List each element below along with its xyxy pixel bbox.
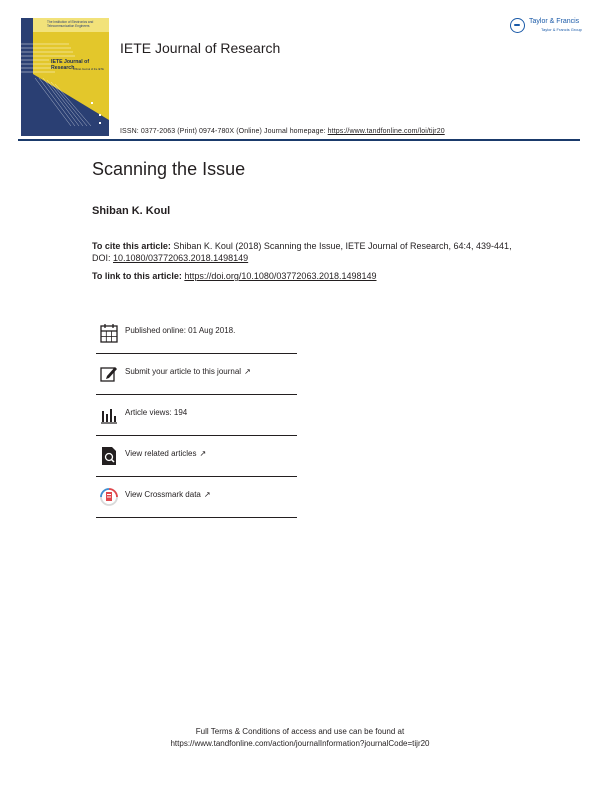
external-link-icon: ↗ [199,449,207,458]
submit-article-text: Submit your article to this journal [125,367,242,376]
crossmark-row[interactable] [96,477,297,518]
submit-article-row[interactable] [96,354,297,395]
issn-line [120,128,445,135]
cover-publisher-line1: The Institution of Electronics and [47,20,94,24]
external-link-icon: ↗ [203,490,211,499]
journal-cover-image[interactable] [21,18,109,136]
bar-chart-icon [100,405,118,425]
article-link[interactable]: https://doi.org/10.1080/03772063.2018.1498149 [184,271,377,281]
related-articles-row[interactable] [96,436,297,477]
published-online-row [96,313,297,354]
crossmark-icon [100,487,118,507]
header-divider [18,139,580,141]
published-online-text: Published online: 01 Aug 2018. [125,326,236,335]
search-document-icon [100,446,118,466]
article-views-text: Article views: 194 [125,408,188,417]
related-articles-text: View related articles [125,449,197,458]
cover-title: IETE Journal of Research [51,59,90,71]
calendar-icon [100,323,118,343]
footer [0,726,600,750]
footer-line1: Full Terms & Conditions of access and use can be found at [195,727,405,736]
link-label: To link to this article: [92,271,185,281]
cite-text: Shiban K. Koul (2018) Scanning the Issue, IETE Journal of Research, 64:4, 439-441, DOI: [92,241,512,263]
cover-stripes-graphic [21,18,109,136]
cover-publisher-line2: Telecommunication Engineers [47,24,90,28]
taylor-francis-logo-icon [510,18,525,33]
doi-link[interactable]: 10.1080/03772063.2018.1498149 [113,253,249,263]
crossmark-text: View Crossmark data [125,490,201,499]
article-title: Scanning the Issue [92,159,246,179]
row-divider [96,517,297,519]
article-author: Shiban K. Koul [92,205,171,217]
citation-block [92,240,512,264]
logo-line1: Taylor & Francis [529,18,580,25]
cover-subtitle: Official Journal of the IETE [73,68,104,71]
issn-text: ISSN: 0377-2063 (Print) 0974-780X (Online) Journal homepage: [120,128,328,135]
edit-icon [100,364,118,384]
footer-terms-link[interactable]: https://www.tandfonline.com/action/journalInformation?journalCode=tijr20 [170,739,430,748]
logo-line2: Taylor & Francis Group [541,27,582,32]
taylor-francis-logo[interactable] [510,17,582,37]
journal-title: IETE Journal of Research [120,40,281,56]
article-views-row [96,395,297,436]
journal-homepage-link[interactable]: https://www.tandfonline.com/loi/tijr20 [327,128,445,135]
external-link-icon: ↗ [244,367,251,376]
cite-label: To cite this article: [92,241,171,251]
link-block [92,271,377,281]
